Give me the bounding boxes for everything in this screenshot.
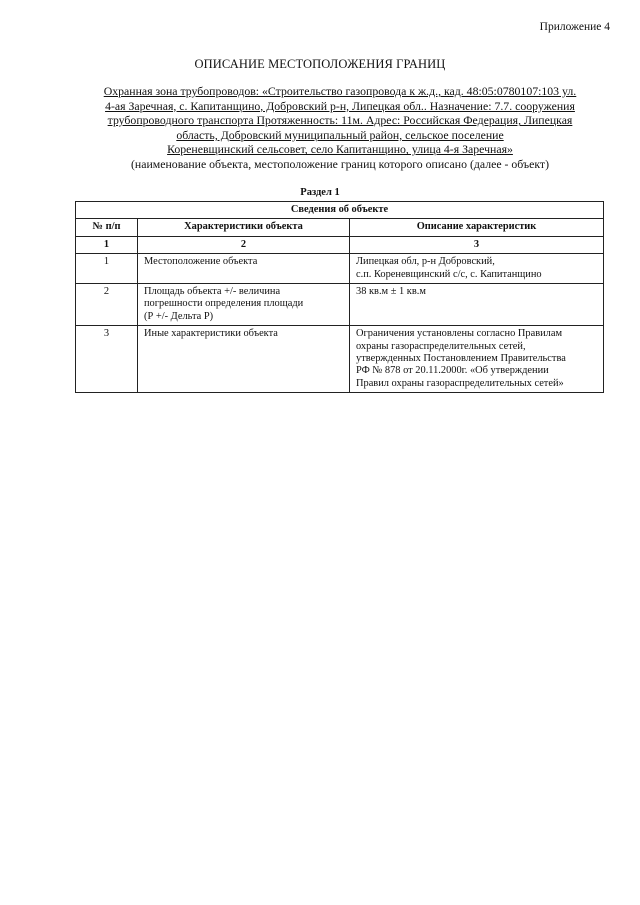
table-caption: Сведения об объекте (76, 202, 604, 219)
cell-line: охраны газораспределительных сетей, (356, 340, 526, 352)
section-title: Раздел 1 (300, 187, 340, 198)
cell-line: погрешности определения площади (144, 298, 304, 310)
cell-line: Местоположение объекта (144, 256, 258, 268)
row-description (350, 326, 604, 393)
table-caption-row (76, 202, 604, 219)
cell-line: утвержденных Постановлением Правительства (356, 353, 566, 365)
column-header-characteristic: Характеристики объекта (138, 219, 350, 236)
object-line: Охранная зона трубопроводов: «Строительство газопровода к ж.д., кад. 48:05:0780107:103 ул. (103, 84, 577, 98)
appendix-label: Приложение 4 (539, 21, 610, 33)
document-title: ОПИСАНИЕ МЕСТОПОЛОЖЕНИЯ ГРАНИЦ (194, 57, 446, 71)
object-caption: (наименование объекта, местоположение границ которого описано (далее - объект) (130, 156, 550, 171)
object-description-block (78, 84, 602, 172)
object-info-table (75, 201, 604, 393)
column-header-description: Описание характеристик (350, 219, 604, 236)
object-line: Кореневщинский сельсовет, село Капитанщино, улица 4-я Заречная» (167, 142, 513, 157)
column-number: 3 (350, 236, 604, 253)
row-characteristic (138, 326, 350, 393)
table-row (76, 284, 604, 326)
row-description (350, 284, 604, 326)
cell-line: Площадь объекта +/- величина (144, 286, 281, 298)
cell-line: Липецкая обл, р-н Добровский, (356, 256, 495, 268)
object-line: 4-ая Заречная, с. Капитанщино, Добровский р-н, Липецкая обл.. Назначение: 7.7. сооружения (105, 98, 575, 113)
row-number: 1 (76, 254, 138, 284)
cell-line: 38 кв.м ± 1 кв.м (356, 286, 426, 298)
cell-line: Правил охраны газораспределительных сетей» (356, 377, 564, 389)
cell-line: Ограничения установлены согласно Правилам (356, 328, 563, 340)
cell-line: РФ № 878 от 20.11.2000г. «Об утверждении (356, 365, 549, 377)
cell-line: Иные характеристики объекта (144, 328, 278, 340)
object-line: область, Добровский муниципальный район, сельское поселение (176, 127, 504, 142)
column-header-number: № п/п (76, 219, 138, 236)
row-characteristic (138, 284, 350, 326)
cell-line: с.п. Кореневщинский с/с, с. Капитанщино (356, 268, 542, 280)
object-line: трубопроводного транспорта Протяженность: 11м. Адрес: Российская Федерация, Липецкая (107, 113, 573, 128)
table-row (76, 326, 604, 393)
object-description (78, 84, 602, 157)
row-description (350, 254, 604, 284)
column-number: 2 (138, 236, 350, 253)
table-header-row (76, 219, 604, 236)
column-number-row (76, 236, 604, 253)
row-characteristic (138, 254, 350, 284)
row-number: 3 (76, 326, 138, 393)
column-number: 1 (76, 236, 138, 253)
cell-line: (Р +/- Дельта Р) (144, 310, 214, 322)
table-row (76, 254, 604, 284)
row-number: 2 (76, 284, 138, 326)
